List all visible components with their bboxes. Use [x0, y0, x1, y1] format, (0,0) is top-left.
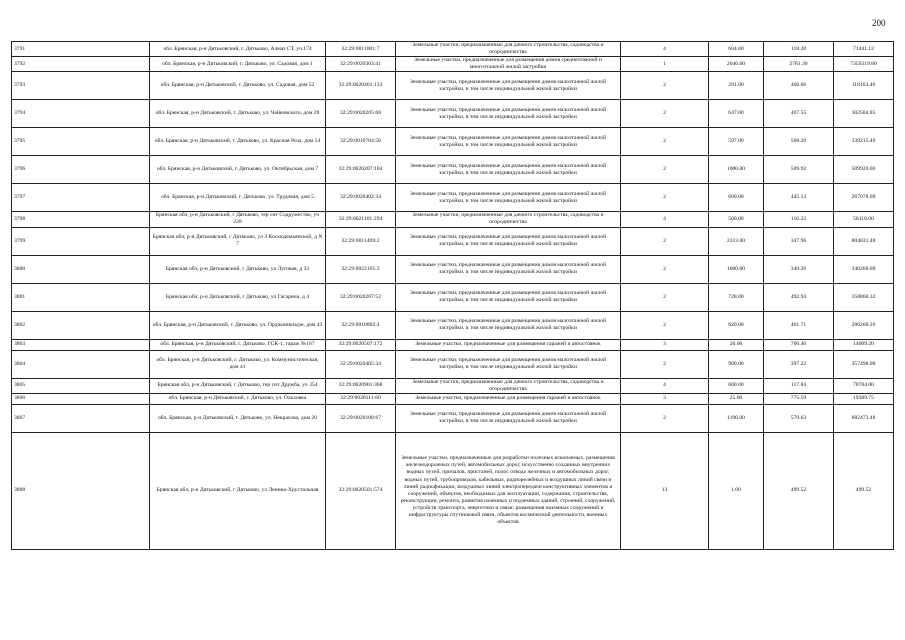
- unit-value-cell: 467.55: [764, 100, 834, 128]
- table-row: [12, 393, 894, 404]
- category-cell: 4: [621, 212, 709, 227]
- category-cell: 13: [621, 432, 709, 549]
- category-cell: 2: [621, 100, 709, 128]
- record-number-cell: 3797: [12, 184, 150, 212]
- land-use-cell: Земельные участки, предназначенные для размещения домов малоэтажной жилой застройки, в том числе индивидуальной жилой застройки: [396, 255, 621, 283]
- area-cell: 597.00: [709, 128, 764, 156]
- category-cell: 2: [621, 227, 709, 255]
- table-row: [12, 255, 894, 283]
- cadastral-number-cell: 32:29:0010704:56: [326, 128, 396, 156]
- unit-value-cell: 445.13: [764, 184, 834, 212]
- unit-value-cell: 2781.30: [764, 57, 834, 72]
- table-row: [12, 57, 894, 72]
- table-row: [12, 42, 894, 57]
- record-number-cell: 3796: [12, 156, 150, 184]
- record-number-cell: 3791: [12, 42, 150, 57]
- area-cell: 291.00: [709, 72, 764, 100]
- address-cell: Брянская обл, р-н Дятьковский, г Дятьково, ул Ленина-Хрустальная: [150, 432, 326, 549]
- area-cell: 1000.00: [709, 156, 764, 184]
- address-cell: Брянская обл, р-н Дятьковский, г Дятьково, тер снт Содружество, уч 228: [150, 212, 326, 227]
- land-registry-table: [11, 41, 894, 550]
- cadastral-number-cell: 32:29:0020501:574: [326, 432, 396, 549]
- record-number-cell: 3795: [12, 128, 150, 156]
- cadastral-value-cell: 14009.20: [834, 339, 894, 350]
- table-row: [12, 100, 894, 128]
- address-cell: обл. Брянская, р-н Дятьковский, г. Дятьково, ул. Чайковского, дом 28: [150, 100, 326, 128]
- category-cell: 2: [621, 72, 709, 100]
- address-cell: обл. Брянская, р-н Дятьковский, г. Дятьково, ул. Садовая, дом 52: [150, 72, 326, 100]
- land-use-cell: Земельные участки, предназначенные для размещения домов малоэтажной жилой застройки, в том числе индивидуальной жилой застройки: [396, 283, 621, 311]
- address-cell: обл. Брянская, р-н Дятьковский, г. Дятьково, ГСК-1, гараж №167: [150, 339, 326, 350]
- record-number-cell: 3805: [12, 378, 150, 393]
- cadastral-number-cell: 32:29:0022105:3: [326, 255, 396, 283]
- unit-value-cell: 116.22: [764, 212, 834, 227]
- land-use-cell: Земельные участки, предназначенные для размещения домов малоэтажной жилой застройки, в том числе индивидуальной жилой застройки: [396, 184, 621, 212]
- land-use-cell: Земельные участки, предназначенные для дачного строительства, садоводства и огородничества: [396, 212, 621, 227]
- cadastral-value-cell: 118163.46: [834, 72, 894, 100]
- land-use-cell: Земельные участки, предназначенные для разработки полезных ископаемых, размещения железнодорожных путей, автомобильных дорог, искусственно созданных внутренних водных путей, причалов, пристаней, полос отвода железных и автомобильных дорог, водных путей, трубопроводов, кабельных, радиорелейных и воздушных линий связи и линий радиофикации, воздушных линий электропередачи конструктивных элементов и сооружений, объектов, необходимых для эксплуатации, содержания, строительства, реконструкции, ремонта, развития наземных и подземных зданий, строений, сооружений, устройств транспорта, энергетики и связи; размещения наземных сооружений и инфраструктуры спутниковой связи, объектов космической деятельности, военных объектов: [396, 432, 621, 549]
- cadastral-value-cell: 286260.20: [834, 311, 894, 339]
- table-row: [12, 311, 894, 339]
- cadastral-value-cell: 358860.32: [834, 283, 894, 311]
- land-use-cell: Земельные участки, предназначенные для размещения гаражей и автостоянок: [396, 393, 621, 404]
- cadastral-number-cell: 32:29:0020111:60: [326, 393, 396, 404]
- unit-value-cell: 461.71: [764, 311, 834, 339]
- area-cell: 647.00: [709, 100, 764, 128]
- cadastral-number-cell: 32:29:0020108:67: [326, 404, 396, 432]
- table-row: [12, 350, 894, 378]
- address-cell: Брянская обл, р-н Дятьковский, г Дятьково, ул Гагарина, д 4: [150, 283, 326, 311]
- address-cell: обл. Брянская, р-н Дятьковский, г. Дятьково, ул. Красная Роза, дом 54: [150, 128, 326, 156]
- category-cell: 2: [621, 156, 709, 184]
- table-row: [12, 404, 894, 432]
- cadastral-number-cell: 32:29:0020205:68: [326, 100, 396, 128]
- address-cell: обл. Брянская, р-н Дятьковский, г. Дятьково, ул. Орджоникидзе, дом 43: [150, 311, 326, 339]
- land-use-cell: Земельные участки, предназначенные для размещения домов малоэтажной жилой застройки, в том числе индивидуальной жилой застройки: [396, 128, 621, 156]
- area-cell: 1000.00: [709, 255, 764, 283]
- cadastral-value-cell: 682473.48: [834, 404, 894, 432]
- unit-value-cell: 340.26: [764, 255, 834, 283]
- record-number-cell: 3807: [12, 404, 150, 432]
- cadastral-value-cell: 71441.12: [834, 42, 894, 57]
- land-use-cell: Земельные участки, предназначенные для размещения домов малоэтажной жилой застройки, в том числе индивидуальной жилой застройки: [396, 100, 621, 128]
- area-cell: 20.00: [709, 339, 764, 350]
- cadastral-number-cell: 32:29:0010802:4: [326, 311, 396, 339]
- land-use-cell: Земельные участки, предназначенные для размещения домов малоэтажной жилой застройки, в том числе индивидуальной жилой застройки: [396, 350, 621, 378]
- address-cell: обл. Брянская, р-н Дятьковский, г. Дятьково, ул. Октябрьская, дом 7: [150, 156, 326, 184]
- category-cell: 2: [621, 350, 709, 378]
- land-use-cell: Земельные участки, предназначенные для размещения домов малоэтажной жилой застройки, в том числе индивидуальной жилой застройки: [396, 156, 621, 184]
- cadastral-number-cell: 32:29:0020901:368: [326, 378, 396, 393]
- unit-value-cell: 406.06: [764, 72, 834, 100]
- category-cell: 3: [621, 339, 709, 350]
- cadastral-number-cell: 32:29:0020303:41: [326, 57, 396, 72]
- record-number-cell: 3803: [12, 339, 150, 350]
- unit-value-cell: 568.20: [764, 128, 834, 156]
- unit-value-cell: 118.28: [764, 42, 834, 57]
- table-row: [12, 339, 894, 350]
- record-number-cell: 3793: [12, 72, 150, 100]
- address-cell: обл. Брянская, р-н Дятьковский, г. Дятьково, ул. Трудовая, дом 5: [150, 184, 326, 212]
- land-use-cell: Земельные участки, предназначенные для размещения домов среднеэтажной и многоэтажной жилой застройки: [396, 57, 621, 72]
- record-number-cell: 3804: [12, 350, 150, 378]
- area-cell: 2646.00: [709, 57, 764, 72]
- address-cell: обл. Брянская, р-н Дятьковский, г. Дятьково, ул. Коммунистическая, дом 41: [150, 350, 326, 378]
- area-cell: 600.00: [709, 184, 764, 212]
- land-use-cell: Земельные участки, предназначенные для размещения домов малоэтажной жилой застройки, в том числе индивидуальной жилой застройки: [396, 311, 621, 339]
- category-cell: 2: [621, 283, 709, 311]
- table-row: [12, 432, 894, 549]
- address-cell: Брянская обл, р-н Дятьковский, г Дятьково, ул 3 Космодемьянской, д N 7: [150, 227, 326, 255]
- unit-value-cell: 492.94: [764, 283, 834, 311]
- cadastral-value-cell: 509920.00: [834, 156, 894, 184]
- area-cell: 728.00: [709, 283, 764, 311]
- unit-value-cell: 570.63: [764, 404, 834, 432]
- cadastral-number-cell: 32:29:0020207:52: [326, 283, 396, 311]
- unit-value-cell: 499.52: [764, 432, 834, 549]
- category-cell: 2: [621, 128, 709, 156]
- unit-value-cell: 700.46: [764, 339, 834, 350]
- table-row: [12, 378, 894, 393]
- cadastral-value-cell: 499.52: [834, 432, 894, 549]
- area-cell: 1196.00: [709, 404, 764, 432]
- unit-value-cell: 775.59: [764, 393, 834, 404]
- cadastral-number-cell: 32:29:0020507:172: [326, 339, 396, 350]
- record-number-cell: 3801: [12, 283, 150, 311]
- unit-value-cell: 117.84: [764, 378, 834, 393]
- cadastral-value-cell: 58110.00: [834, 212, 894, 227]
- table-row: [12, 156, 894, 184]
- category-cell: 2: [621, 255, 709, 283]
- category-cell: 3: [621, 393, 709, 404]
- land-use-cell: Земельные участки, предназначенные для дачного строительства, садоводства и огородничества: [396, 42, 621, 57]
- table-row: [12, 212, 894, 227]
- area-cell: 620.00: [709, 311, 764, 339]
- cadastral-value-cell: 302504.85: [834, 100, 894, 128]
- area-cell: 2313.00: [709, 227, 764, 255]
- address-cell: обл. Брянская, р-н Дятьковский, г. Дятьково, Алмаз СТ, уч.174: [150, 42, 326, 57]
- cadastral-value-cell: 357498.00: [834, 350, 894, 378]
- cadastral-number-cell: 32:29:0020207:104: [326, 156, 396, 184]
- cadastral-value-cell: 7359319.80: [834, 57, 894, 72]
- table-body: [12, 42, 894, 550]
- record-number-cell: 3802: [12, 311, 150, 339]
- land-use-cell: Земельные участки, предназначенные для дачного строительства, садоводства и огородничества: [396, 378, 621, 393]
- area-cell: 500.00: [709, 212, 764, 227]
- record-number-cell: 3800: [12, 255, 150, 283]
- table-row: [12, 283, 894, 311]
- unit-value-cell: 397.22: [764, 350, 834, 378]
- unit-value-cell: 509.92: [764, 156, 834, 184]
- area-cell: 604.00: [709, 42, 764, 57]
- category-cell: 2: [621, 184, 709, 212]
- address-cell: Брянская обл, р-н Дятьковский, г Дятьково, тер снт Дружба, уч 354: [150, 378, 326, 393]
- area-cell: 1.00: [709, 432, 764, 549]
- cadastral-value-cell: 267078.00: [834, 184, 894, 212]
- unit-value-cell: 347.96: [764, 227, 834, 255]
- cadastral-number-cell: 32:29:0020402:34: [326, 184, 396, 212]
- record-number-cell: 3798: [12, 212, 150, 227]
- cadastral-number-cell: 32:29:0011001:7: [326, 42, 396, 57]
- cadastral-number-cell: 32:29:0020405:34: [326, 350, 396, 378]
- table-row: [12, 72, 894, 100]
- land-use-cell: Земельные участки, предназначенные для размещения гаражей и автостоянок: [396, 339, 621, 350]
- cadastral-value-cell: 339215.40: [834, 128, 894, 156]
- category-cell: 2: [621, 404, 709, 432]
- address-cell: Брянская обл, р-н Дятьковский, г Дятьково, ул Луговая, д 33: [150, 255, 326, 283]
- cadastral-value-cell: 19389.75: [834, 393, 894, 404]
- cadastral-number-cell: 32:29:0021101:294: [326, 212, 396, 227]
- area-cell: 900.00: [709, 350, 764, 378]
- address-cell: обл. Брянская, р-н Дятьковский, г. Дятьково, ул. Некрасова, дом 20: [150, 404, 326, 432]
- record-number-cell: 3792: [12, 57, 150, 72]
- cadastral-number-cell: 32:29:0011409:2: [326, 227, 396, 255]
- category-cell: 4: [621, 378, 709, 393]
- table-row: [12, 227, 894, 255]
- area-cell: 25.00: [709, 393, 764, 404]
- cadastral-value-cell: 340260.00: [834, 255, 894, 283]
- address-cell: обл. Брянская, р-н Дятьковский, г. Дятьково, ул. Ольховка: [150, 393, 326, 404]
- address-cell: обл. Брянская, р-н Дятьковский, г. Дятьково, ул. Садовая, дом 1: [150, 57, 326, 72]
- cadastral-number-cell: 32:29:0020401:133: [326, 72, 396, 100]
- page-number: 200: [872, 18, 886, 28]
- record-number-cell: 3794: [12, 100, 150, 128]
- land-use-cell: Земельные участки, предназначенные для размещения домов малоэтажной жилой застройки, в том числе индивидуальной жилой застройки: [396, 72, 621, 100]
- category-cell: 4: [621, 42, 709, 57]
- record-number-cell: 3806: [12, 393, 150, 404]
- land-use-cell: Земельные участки, предназначенные для размещения домов малоэтажной жилой застройки, в том числе индивидуальной жилой застройки: [396, 404, 621, 432]
- table-row: [12, 184, 894, 212]
- cadastral-value-cell: 70704.00: [834, 378, 894, 393]
- record-number-cell: 3808: [12, 432, 150, 549]
- area-cell: 600.00: [709, 378, 764, 393]
- category-cell: 2: [621, 311, 709, 339]
- record-number-cell: 3799: [12, 227, 150, 255]
- cadastral-value-cell: 804831.48: [834, 227, 894, 255]
- land-use-cell: Земельные участки, предназначенные для размещения домов малоэтажной жилой застройки, в том числе индивидуальной жилой застройки: [396, 227, 621, 255]
- table-row: [12, 128, 894, 156]
- category-cell: 1: [621, 57, 709, 72]
